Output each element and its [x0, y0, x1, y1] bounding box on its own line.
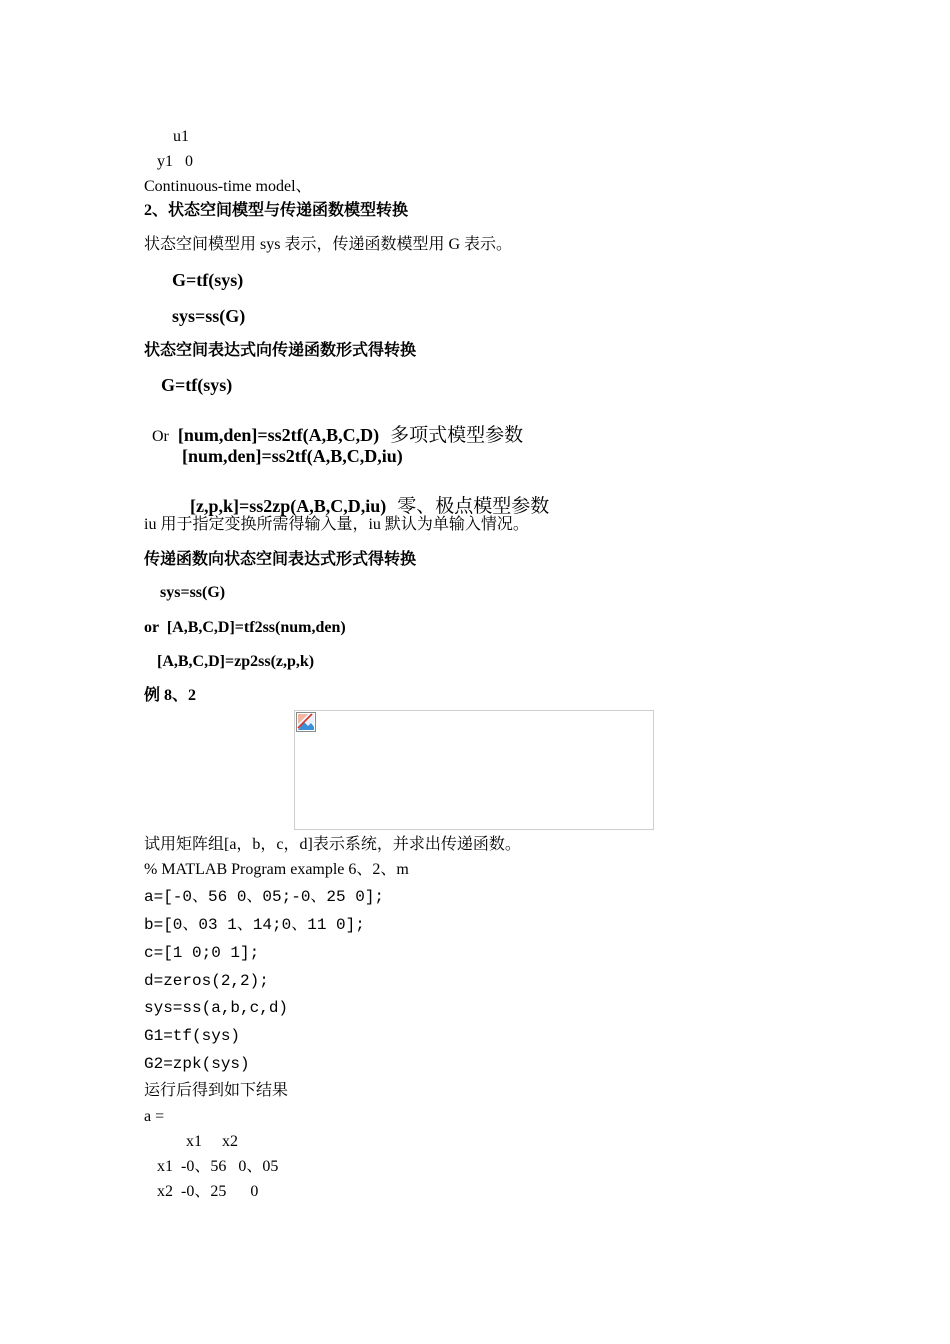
ss2tf-note: 多项式模型参数: [390, 425, 524, 446]
ss2zp-note: 零、极点模型参数: [397, 496, 550, 517]
ss2tf-iu-code: [num,den]=ss2tf(A,B,C,D,iu): [182, 446, 403, 466]
result-intro: 运行后得到如下结果: [144, 1082, 289, 1099]
iu-note: iu 用于指定变换所需得输入量，iu 默认为单输入情况。: [144, 516, 529, 533]
output-y1-row: y1 0: [157, 153, 193, 170]
code-line-d: d=zeros(2,2);: [144, 972, 269, 990]
code-line-c: c=[1 0;0 1];: [144, 944, 260, 962]
sys-ss-code-2: sys=ss(G): [160, 584, 226, 601]
ss2zp-code: [z,p,k]=ss2zp(A,B,C,D,iu): [190, 496, 387, 516]
code-line-b: b=[0、03 1、14;0、11 0];: [144, 916, 365, 934]
matlab-comment: % MATLAB Program example 6、2、m: [144, 861, 409, 878]
code-line-sys: sys=ss(a,b,c,d): [144, 999, 289, 1017]
or-label: Or: [152, 428, 169, 445]
g-tf-code: G=tf(sys): [172, 270, 244, 290]
ss-to-tf-heading: 状态空间表达式向传递函数形式得转换: [144, 342, 417, 359]
matrix-a-row-2: x2 -0、25 0: [157, 1183, 259, 1200]
matrix-a-header: x1 x2: [186, 1133, 238, 1150]
intro-paragraph: 状态空间模型用 sys 表示，传递函数模型用 G 表示。: [144, 236, 513, 253]
broken-image-icon: [296, 712, 316, 732]
code-line-a: a=[-0、56 0、05;-0、25 0];: [144, 888, 385, 906]
ss2tf-line: [144, 410, 523, 445]
zp2ss-code: [A,B,C,D]=zp2ss(z,p,k): [157, 653, 315, 670]
section-2-heading: 2、状态空间模型与传递函数模型转换: [144, 202, 409, 219]
code-line-g2: G2=zpk(sys): [144, 1055, 250, 1073]
ss2tf-code: [num,den]=ss2tf(A,B,C,D): [177, 425, 380, 445]
matrix-a-label: a =: [144, 1108, 165, 1125]
output-u1-label: u1: [173, 128, 189, 145]
g-tf-code-2: G=tf(sys): [161, 375, 233, 395]
tf-to-ss-heading: 传递函数向状态空间表达式形式得转换: [144, 551, 417, 568]
matrix-a-row-1: x1 -0、56 0、05: [157, 1158, 279, 1175]
tf2ss-code: or [A,B,C,D]=tf2ss(num,den): [144, 619, 346, 636]
example-image-placeholder: [294, 710, 654, 830]
code-line-g1: G1=tf(sys): [144, 1027, 241, 1045]
task-text: 试用矩阵组[a，b，c，d]表示系统，并求出传递函数。: [144, 836, 521, 853]
sys-ss-code: sys=ss(G): [172, 306, 246, 326]
ss2zp-line: [182, 481, 549, 516]
continuous-time-model-text: Continuous-time model、: [144, 178, 312, 195]
example-label: 例 8、2: [144, 687, 197, 704]
